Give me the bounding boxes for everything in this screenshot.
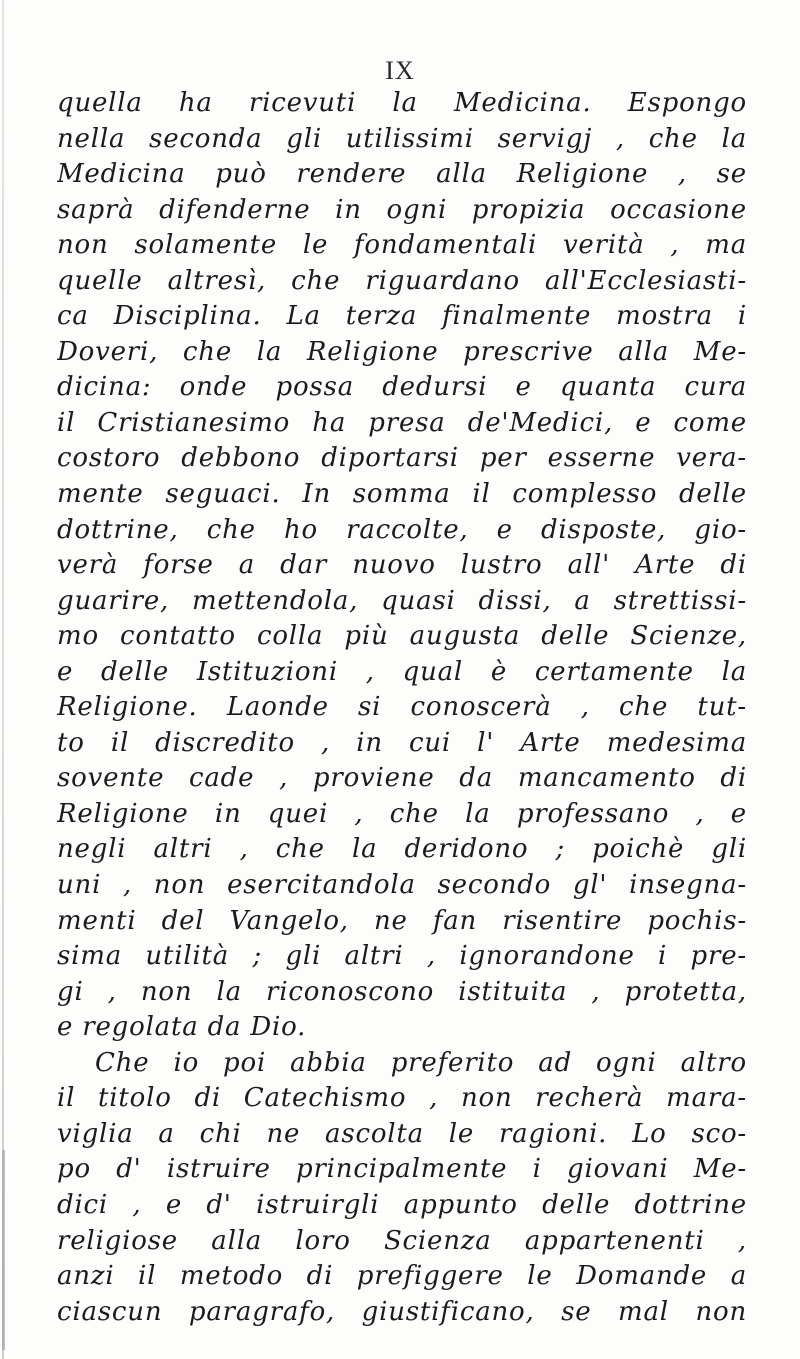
text-line: religiose alla loro Scienza appartenenti , (57, 1225, 747, 1256)
text-line: verà forse a dar nuovo lustro all' Arte di (57, 550, 747, 581)
text-line: il titolo di Catechismo , non recherà mara- (57, 1083, 747, 1114)
text-line: dici , e d' istruirgli appunto delle dottrine (57, 1189, 747, 1220)
text-line: anzi il metodo di prefiggere le Domande a (57, 1261, 747, 1292)
body-text (57, 86, 747, 1330)
text-line: quella ha ricevuti la Medicina. Espongo (57, 88, 747, 118)
text-line: nella seconda gli utilissimi servigj , che la (57, 123, 747, 154)
text-line: saprà difenderne in ogni propizia occasione (57, 194, 747, 225)
text-line: costoro debbono diportarsi per esserne vera- (57, 443, 747, 474)
text-line: ciascun paragrafo, giustificano, se mal non (57, 1296, 747, 1327)
text-line: il Cristianesimo ha presa de'Medici, e come (57, 407, 747, 438)
text-line: non solamente le fondamentali verità , ma (57, 230, 747, 261)
text-line: negli altri , che la deridono ; poichè gli (57, 834, 747, 865)
page-edge-shadow (2, 1150, 5, 1350)
text-line: gi , non la riconoscono istituita , protetta, (57, 976, 747, 1007)
text-line: mo contatto colla più augusta delle Scienze, (57, 621, 747, 652)
text-line: e delle Istituzioni , qual è certamente la (57, 656, 747, 687)
text-line: uni , non esercitandola secondo gl' insegna- (57, 870, 747, 901)
text-line: quelle altresì, che riguardano all'Ecclesiasti- (57, 265, 747, 296)
text-line: dicina: onde possa dedursi e quanta cura (57, 372, 747, 403)
text-line: sovente cade , proviene da mancamento di (57, 763, 747, 794)
text-line: to il discredito , in cui l' Arte medesima (57, 727, 747, 758)
text-line: mente seguaci. In somma il complesso delle (57, 479, 747, 510)
text-line: Religione. Laonde si conoscerà , che tut- (57, 692, 747, 723)
text-line: Doveri, che la Religione prescrive alla Me- (57, 336, 747, 367)
text-line: ca Disciplina. La terza finalmente mostra i (57, 301, 747, 332)
paragraph-end-line: e regolata da Dio. (57, 1012, 307, 1043)
text-line: dottrine, che ho raccolte, e disposte, gio- (57, 514, 747, 545)
paragraph-start-line: Che io poi abbia preferito ad ogni altro (95, 1047, 747, 1078)
text-line: Medicina può rendere alla Religione , se (57, 159, 747, 190)
text-line: menti del Vangelo, ne fan risentire pochis- (57, 905, 747, 936)
text-line: guarire, mettendola, quasi dissi, a strettissi- (57, 585, 747, 616)
text-line: Religione in quei , che la professano , e (57, 798, 747, 829)
page-number: IX (385, 56, 415, 85)
text-line: sima utilità ; gli altri , ignorandone i pre- (57, 941, 747, 972)
text-line: po d' istruire principalmente i giovani Me- (57, 1154, 747, 1185)
text-line: viglia a chi ne ascolta le ragioni. Lo sco- (57, 1118, 747, 1149)
